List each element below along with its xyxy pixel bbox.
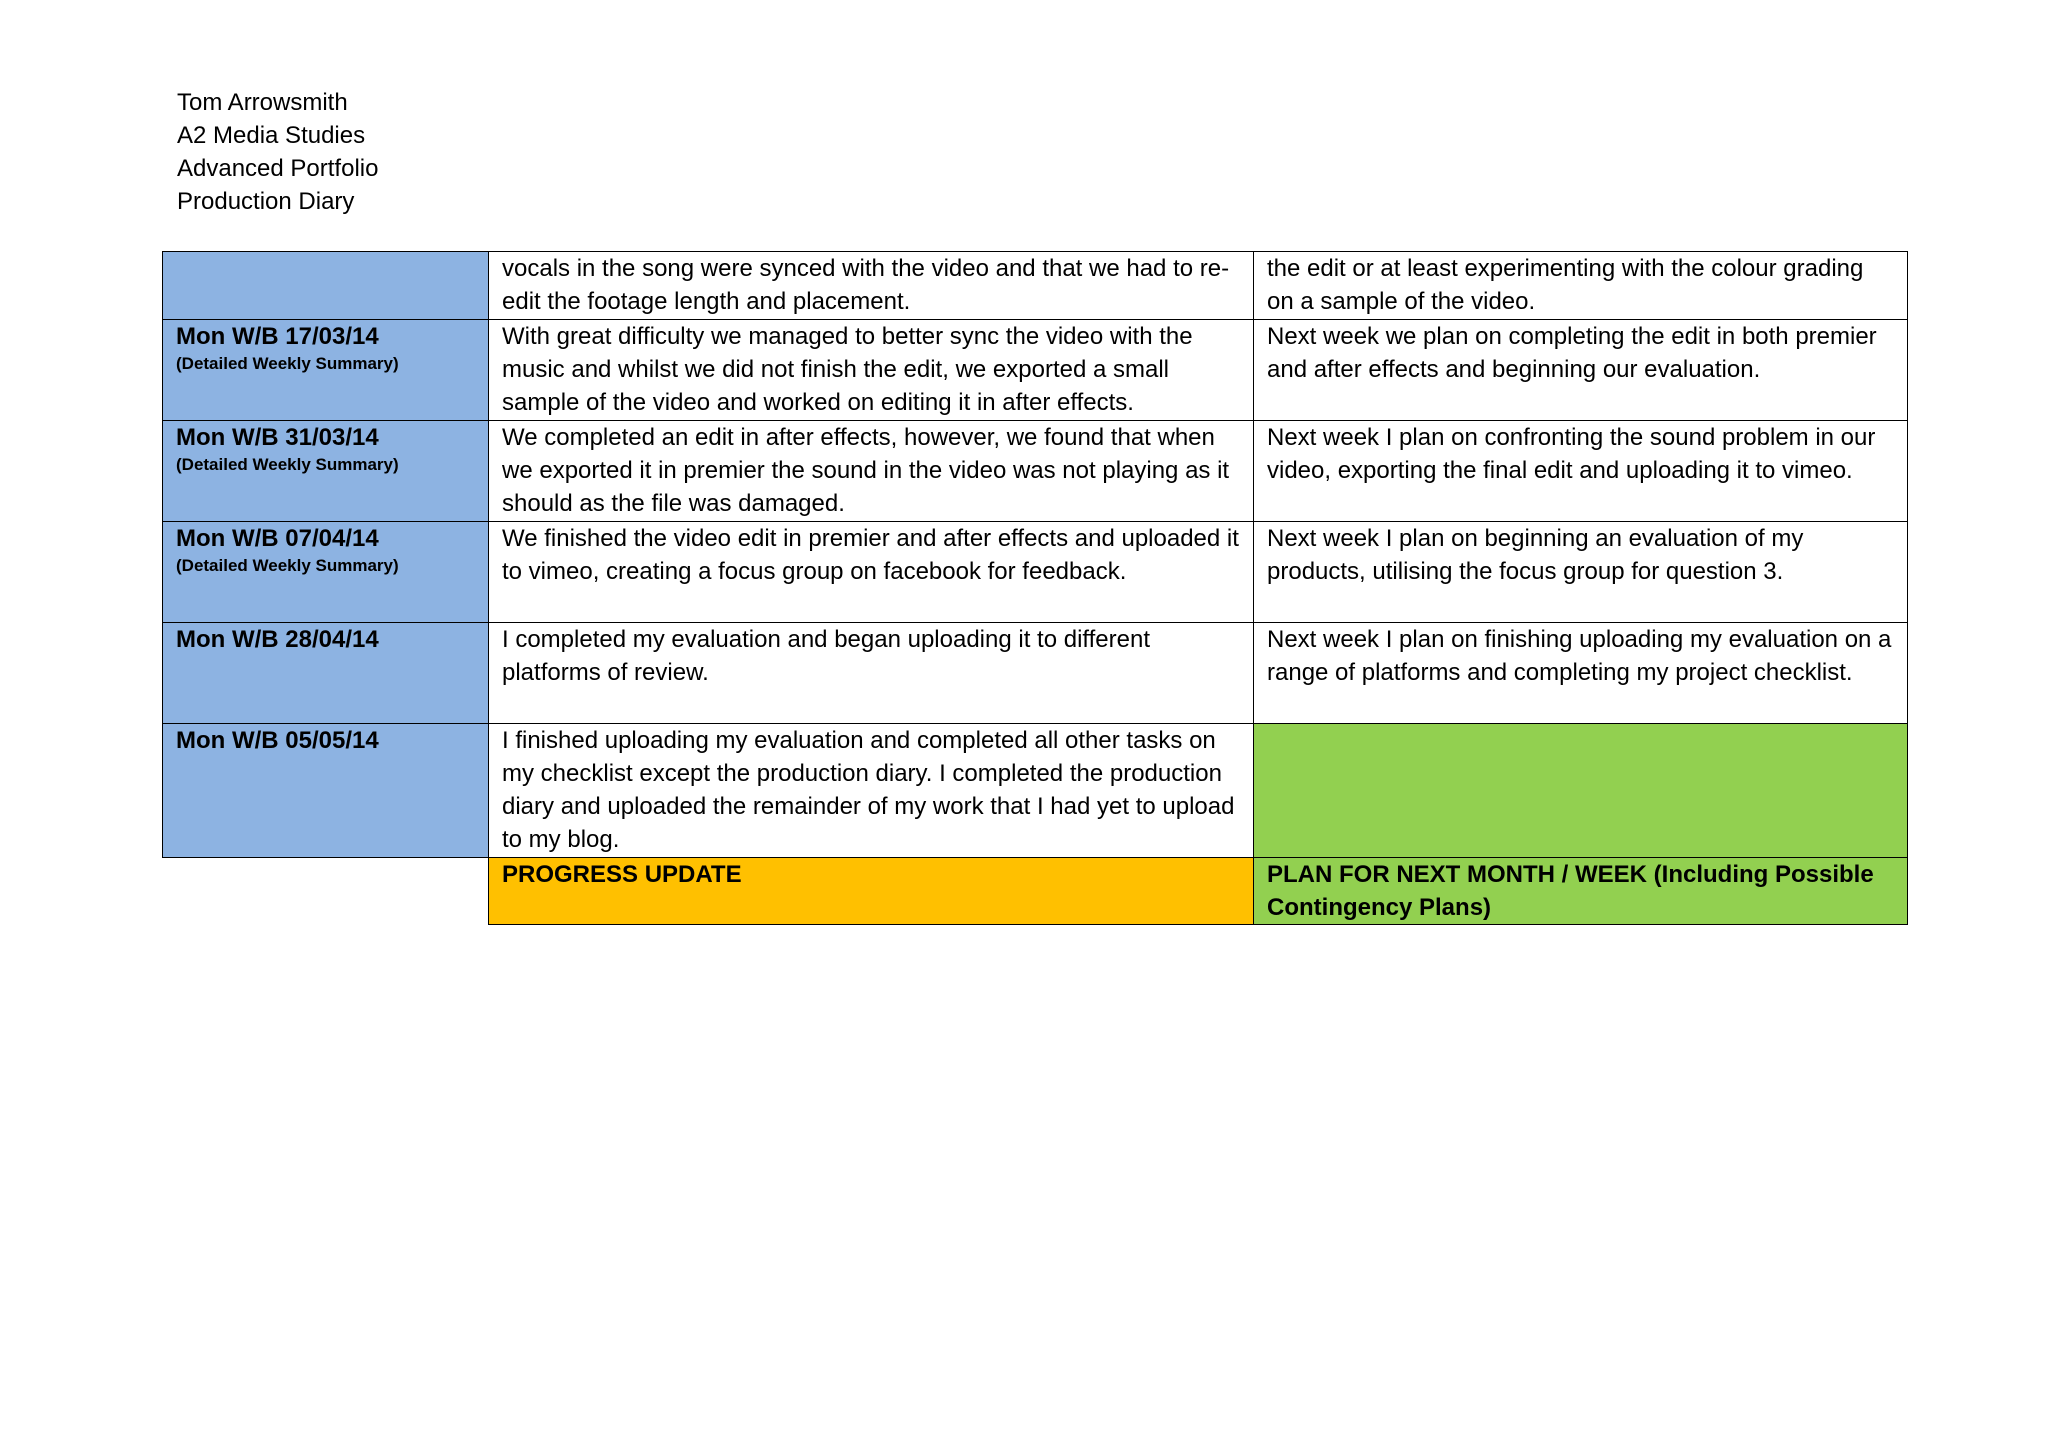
plan-header: PLAN FOR NEXT MONTH / WEEK (Including Possible Contingency Plans) [1254,858,1908,925]
document-header [177,86,378,218]
author-name: Tom Arrowsmith [177,89,348,116]
production-diary-table [162,251,1908,925]
table-row [163,522,1908,623]
week-cell [163,421,489,522]
table-row [163,421,1908,522]
week-subtitle: (Detailed Weekly Summary) [176,556,399,575]
week-cell [163,724,489,858]
week-label: Mon W/B 31/03/14 [176,424,379,451]
plan-cell-empty [1254,724,1908,858]
progress-cell: vocals in the song were synced with the video and that we had to re-edit the footage length and placement. [489,252,1254,320]
week-subtitle: (Detailed Weekly Summary) [176,354,399,373]
week-cell [163,320,489,421]
progress-cell: We finished the video edit in premier and after effects and uploaded it to vimeo, creating a focus group on facebook for feedback. [489,522,1254,623]
plan-cell: Next week I plan on finishing uploading my evaluation on a range of platforms and completing my project checklist. [1254,623,1908,724]
blank-cell [163,858,489,925]
course-name: A2 Media Studies [177,122,366,149]
week-label: Mon W/B 05/05/14 [176,727,379,754]
plan-cell: the edit or at least experimenting with the colour grading on a sample of the video. [1254,252,1908,320]
table-row [163,320,1908,421]
week-cell [163,623,489,724]
progress-cell: We completed an edit in after effects, however, we found that when we exported it in premier the sound in the video was not playing as it should as the file was damaged. [489,421,1254,522]
week-cell [163,252,489,320]
progress-cell: I completed my evaluation and began uploading it to different platforms of review. [489,623,1254,724]
week-label: Mon W/B 07/04/14 [176,525,379,552]
progress-cell: I finished uploading my evaluation and completed all other tasks on my checklist except the production diary. I completed the production diary and uploaded the remainder of my work that I had yet to upload to my blog. [489,724,1254,858]
table-footer-row [163,858,1908,925]
document-title: Production Diary [177,188,355,215]
progress-update-header: PROGRESS UPDATE [489,858,1254,925]
week-label: Mon W/B 28/04/14 [176,626,379,653]
plan-cell: Next week we plan on completing the edit in both premier and after effects and beginning our evaluation. [1254,320,1908,421]
table-row [163,623,1908,724]
progress-cell: With great difficulty we managed to better sync the video with the music and whilst we did not finish the edit, we exported a small sample of the video and worked on editing it in after effects. [489,320,1254,421]
week-subtitle: (Detailed Weekly Summary) [176,455,399,474]
week-cell [163,522,489,623]
plan-cell: Next week I plan on beginning an evaluation of my products, utilising the focus group for question 3. [1254,522,1908,623]
plan-cell: Next week I plan on confronting the sound problem in our video, exporting the final edit and uploading it to vimeo. [1254,421,1908,522]
week-label: Mon W/B 17/03/14 [176,323,379,350]
table-row [163,252,1908,320]
portfolio-name: Advanced Portfolio [177,155,379,182]
table-row [163,724,1908,858]
